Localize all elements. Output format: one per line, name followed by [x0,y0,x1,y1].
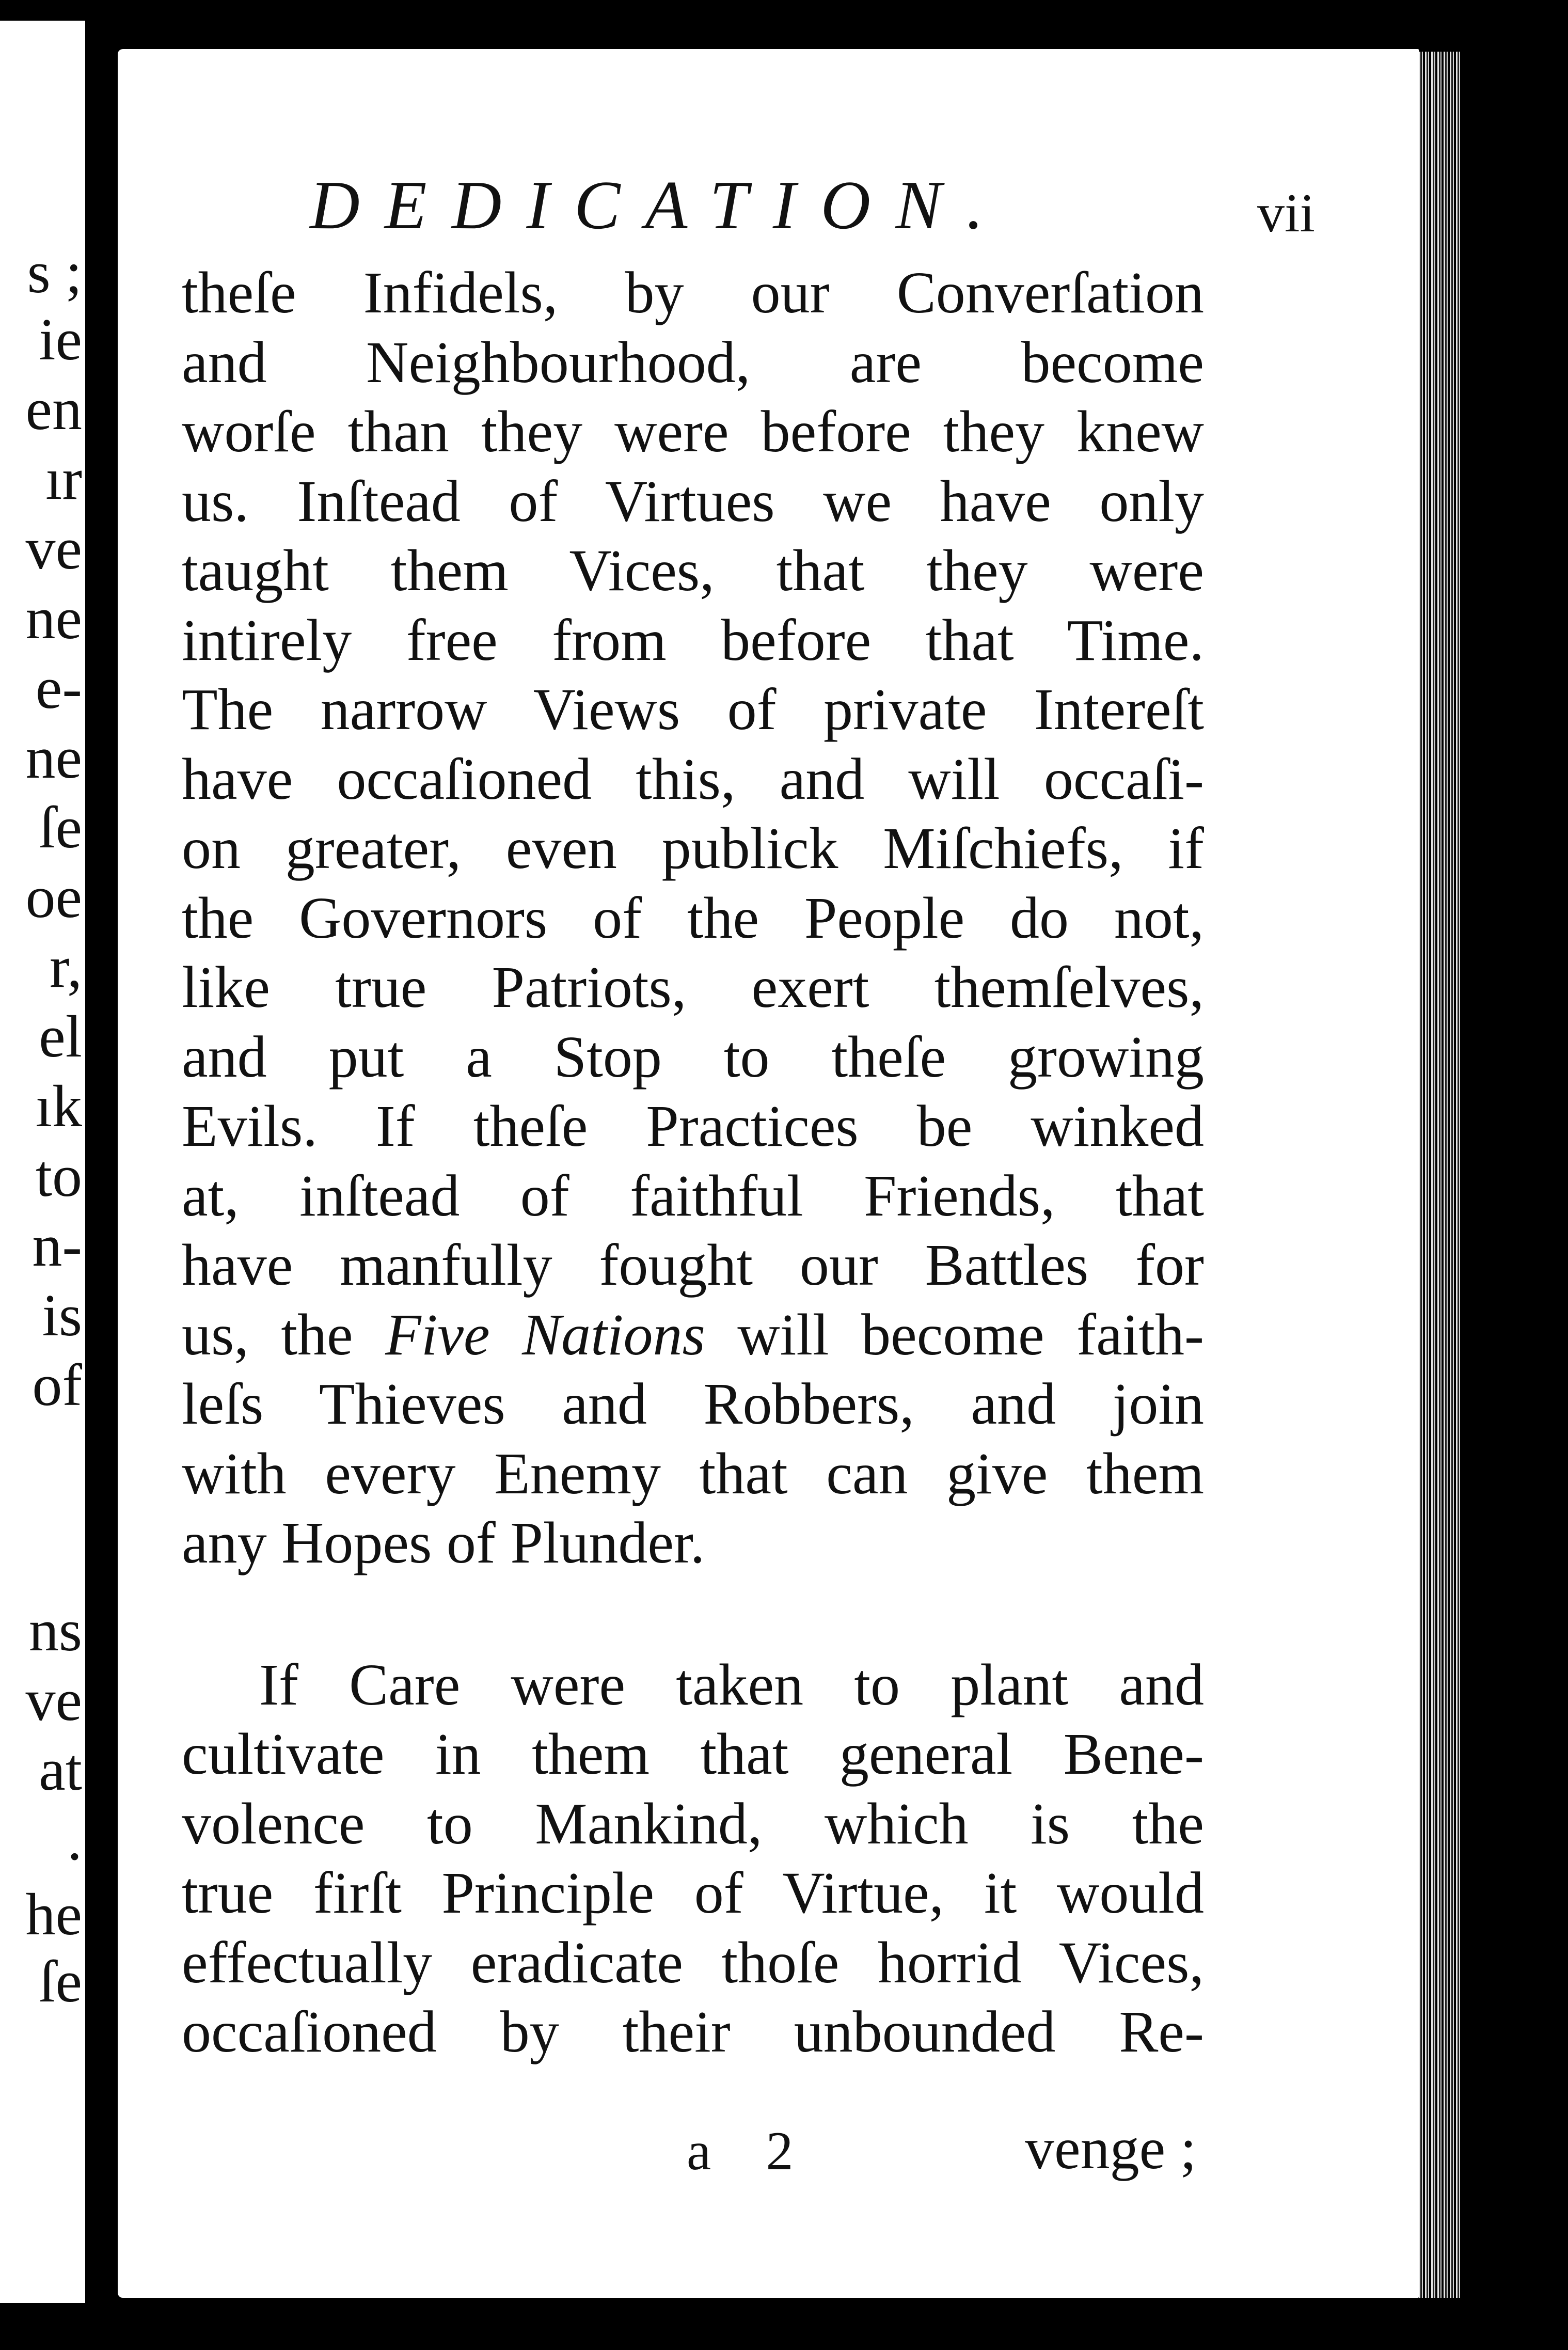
italic-phrase: Five Nations [385,1301,705,1367]
text-line: and put a Stop to theſe growing [182,1023,1204,1090]
facing-page-line: en [25,376,82,443]
text-line [182,1300,1204,1370]
facing-page-line: ie [39,307,82,373]
text-line: taught them Vices, that they were [182,538,1204,603]
text-line: intirely free from before that Time. [182,607,1204,673]
page-fore-edge [1419,52,1460,2298]
facing-page-line: r, [50,934,82,1000]
text-segment: will become faith- [705,1301,1204,1367]
facing-page-line: ns [28,1598,82,1664]
facing-page-line: ſe [39,1949,82,2015]
text-segment: us, the [182,1301,386,1367]
text-line: any Hopes of Plunder. [182,1510,705,1575]
text-line: with every Enemy that can give them [182,1440,1204,1506]
text-line: the Governors of the People do not, [182,885,1204,951]
text-line: have manfully fought our Battles for [182,1232,1204,1298]
running-head: DEDICATION. [310,167,1009,243]
text-line: at, inſtead of faithful Friends, that [182,1162,1204,1228]
facing-page-line: ne [25,725,82,791]
text-line: effectually eradicate thoſe horrid Vices, [182,1929,1204,1995]
facing-page-line: s ; [27,240,82,306]
text-line: worſe than they were before they knew [182,399,1204,464]
body-text [182,258,1204,2067]
facing-page-line: ır [45,446,82,512]
facing-page-line: he [25,1882,82,1948]
text-line: Evils. If theſe Practices be winked [182,1093,1204,1159]
facing-page-line: ık [35,1074,82,1140]
facing-page-fragment [0,21,85,2303]
facing-page-line: at [39,1737,82,1803]
facing-page-line: n- [32,1213,82,1279]
text-line: have occaſioned this, and will occaſi- [182,746,1204,812]
facing-page-line: ve [25,1667,82,1733]
text-line: us. Inſtead of Virtues we have only [182,468,1204,534]
facing-page-line: el [39,1004,82,1070]
catchword: venge ; [1025,2116,1197,2181]
page-number: vii [1257,183,1315,243]
facing-page-line: ne [25,586,82,652]
facing-page-line: of [32,1352,82,1418]
text-line: If Care were taken to plant and [259,1651,1204,1717]
text-line: volence to Mankind, which is the [182,1790,1204,1856]
text-line: cultivate in them that general Bene- [182,1721,1204,1787]
text-line: true firſt Principle of Virtue, it would [182,1860,1204,1926]
facing-page-line: ſe [39,795,82,861]
signature-mark: a 2 [687,2121,814,2181]
facing-page-line: ve [25,516,82,582]
facing-page-line: to [35,1143,82,1209]
paragraph-break [182,1578,1204,1650]
facing-page-line: e- [35,655,82,721]
text-line: The narrow Views of private Intereſt [182,676,1204,742]
facing-page-line: . [67,1807,82,1873]
facing-page-line: is [42,1283,82,1349]
text-line: and Neighbourhood, are become [182,329,1204,395]
text-line: like true Patriots, exert themſelves, [182,954,1204,1020]
text-line: occaſioned by their unbounded Re- [182,1999,1204,2064]
facing-page-line: oe [25,864,82,930]
text-line: theſe Infidels, by our Converſation [182,260,1204,325]
text-line: on greater, even publick Miſchiefs, if [182,815,1204,881]
text-line: leſs Thieves and Robbers, and join [182,1371,1204,1437]
